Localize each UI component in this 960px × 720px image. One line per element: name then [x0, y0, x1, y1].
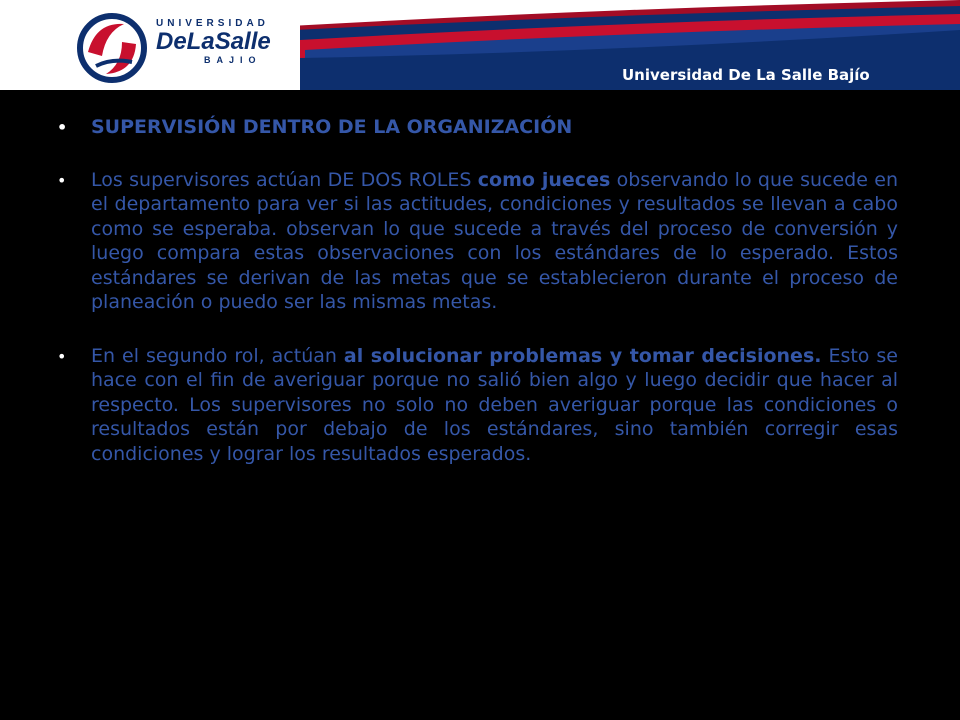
- slide-content: [57, 115, 898, 495]
- logo-main-text: DeLaSalle: [156, 28, 271, 55]
- bullet-icon: •: [57, 170, 67, 190]
- slide-heading: [57, 115, 898, 140]
- bullet-icon: •: [57, 118, 68, 137]
- banner-title: Universidad De La Salle Bajío: [622, 66, 870, 84]
- p1-text-bold: como jueces: [477, 168, 611, 191]
- university-logo: [76, 12, 301, 84]
- p2-text-c: Esto se hace con el fin de averiguar porque no salió bien algo y luego decidir que hacer al respecto. Los supervisores no solo no deben averiguar porque las condiciones o resultados están por debajo de los estándares, sino también corregir esas condiciones y lograr los resultados esperados.: [91, 344, 898, 465]
- logo-bottom-text: BAJIO: [204, 55, 262, 65]
- paragraph-first-role: [57, 168, 898, 315]
- header-banner: [0, 0, 960, 90]
- paragraph-second-role: [57, 344, 898, 467]
- p2-text-bold: al solucionar problemas y tomar decisiones.: [343, 344, 822, 367]
- logo-top-text: UNIVERSIDAD: [156, 18, 269, 29]
- p1-text-a: Los supervisores actúan DE DOS ROLES: [91, 168, 478, 191]
- logo-star-icon: [76, 12, 148, 84]
- heading-text: SUPERVISIÓN DENTRO DE LA ORGANIZACIÓN: [91, 116, 573, 138]
- p1-text-c: observando lo que sucede en el departamento para ver si las actitudes, condiciones y resultados se llevan a cabo como se esperaba. observan lo que sucede a través del proceso de conversión y luego compara estas observaciones con los estándares de lo esperado. Estos estándares se derivan de las metas que se establecieron durante el proceso de planeación o puedo ser las mismas metas.: [91, 168, 898, 313]
- bullet-icon: •: [57, 346, 67, 366]
- p2-text-a: En el segundo rol, actúan: [91, 344, 344, 367]
